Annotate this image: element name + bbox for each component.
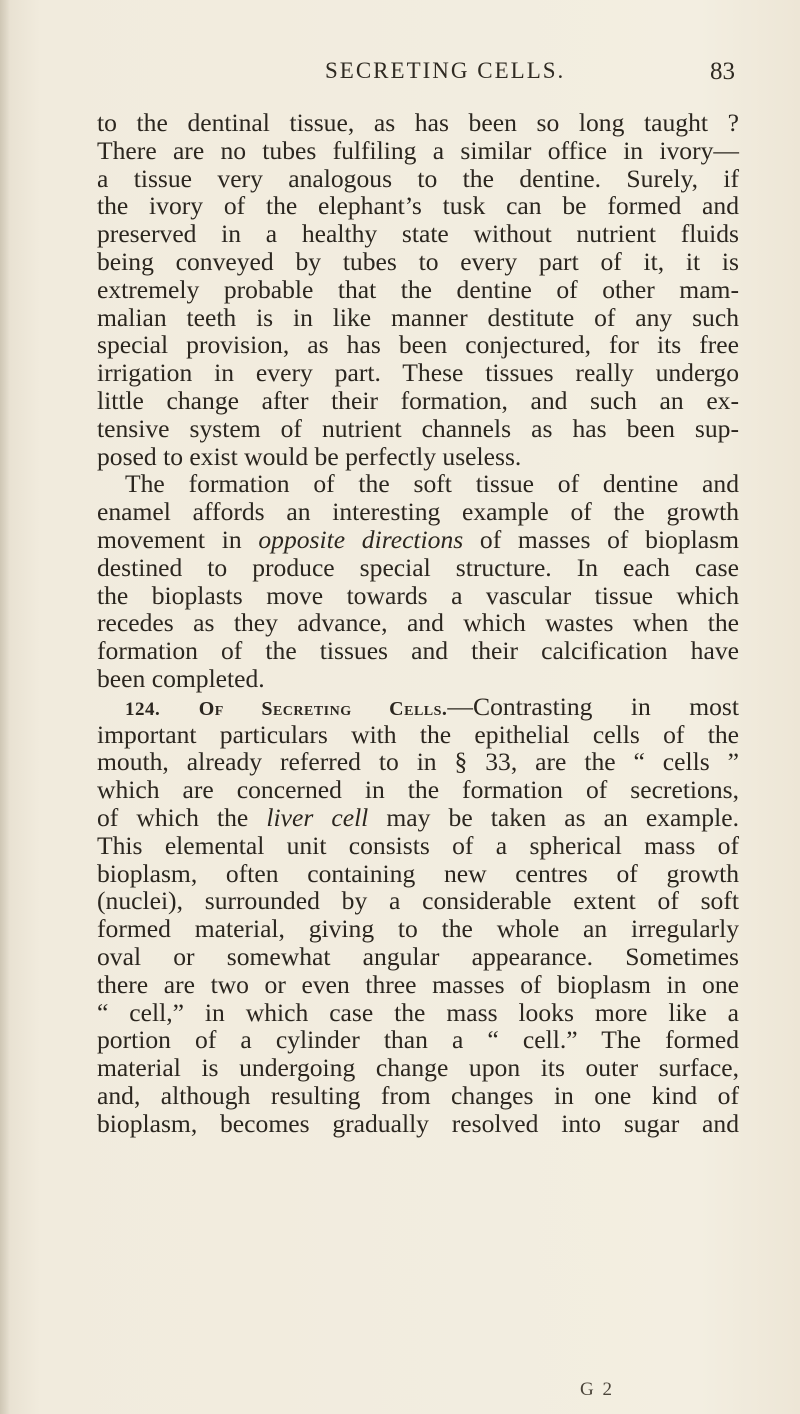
- text-line-with-italic: [97, 526, 739, 554]
- text-line: and, although resulting from changes in one kind of: [97, 1080, 739, 1110]
- text-line: enamel affords an interesting example of the growth: [97, 497, 739, 527]
- section-number: 124.: [125, 698, 161, 720]
- text-line: portion of a cylinder than a “ cell.” The formed: [97, 1025, 739, 1055]
- text-line: which are concerned in the formation of secretions,: [97, 775, 739, 805]
- text-line: been completed.: [97, 663, 265, 693]
- text-line: the bioplasts move towards a vascular tissue which: [97, 580, 739, 610]
- running-title: SECRETING CELLS.: [325, 58, 566, 83]
- text-line: posed to exist would be perfectly useless.: [97, 441, 522, 471]
- text-fragment: of which the: [97, 802, 249, 832]
- text-line: the ivory of the elephant’s tusk can be formed and: [97, 191, 739, 221]
- italic-phrase: opposite directions: [258, 524, 464, 554]
- text-fragment: may be taken as an example.: [386, 802, 739, 832]
- gutter-shadow: [0, 0, 10, 1414]
- text-line: being conveyed by tubes to every part of it, it is: [97, 246, 739, 276]
- text-fragment: movement in: [97, 524, 242, 554]
- text-line: to the dentinal tissue, as has been so long taught ?: [97, 108, 739, 137]
- text-line: little change after their formation, and such an ex-: [97, 385, 739, 415]
- text-line: bioplasm, often containing new centres of growth: [97, 858, 739, 888]
- running-head: [97, 58, 735, 92]
- text-line: bioplasm, becomes gradually resolved into sugar and: [97, 1108, 739, 1138]
- text-line: oval or somewhat angular appearance. Sometimes: [97, 941, 739, 971]
- text-line: The formation of the soft tissue of dentine and: [125, 469, 739, 499]
- page-number: 83: [710, 58, 735, 85]
- text-line: material is undergoing change upon its outer surface,: [97, 1053, 739, 1083]
- italic-phrase: liver cell: [266, 802, 369, 832]
- text-line: “ cell,” in which case the mass looks more like a: [97, 997, 739, 1027]
- text-line: This elemental unit consists of a spherical mass of: [97, 830, 739, 860]
- section-heading-line: [97, 693, 739, 721]
- text-line: malian teeth is in like manner destitute of any such: [97, 302, 739, 332]
- text-line: tensive system of nutrient channels as has been sup-: [97, 413, 739, 443]
- text-fragment: of masses of bioplasm: [479, 524, 739, 554]
- text-line: there are two or even three masses of bioplasm in one: [97, 969, 739, 999]
- text-line: irrigation in every part. These tissues really undergo: [97, 358, 739, 388]
- signature-mark: G 2: [580, 1379, 614, 1400]
- text-line: formed material, giving to the whole an irregularly: [97, 914, 739, 944]
- body-text: [97, 109, 739, 1137]
- text-line: formation of the tissues and their calcification have: [97, 636, 739, 666]
- text-line: (nuclei), surrounded by a considerable extent of soft: [97, 886, 739, 916]
- text-fragment: —Contrasting in most: [447, 691, 739, 721]
- text-line: special provision, as has been conjectured, for its free: [97, 330, 739, 360]
- text-line: There are no tubes fulfiling a similar office in ivory—: [97, 135, 739, 165]
- text-line-with-italic: [97, 804, 739, 832]
- text-line: a tissue very analogous to the dentine. Surely, if: [97, 163, 739, 193]
- text-line: preserved in a healthy state without nutrient fluids: [97, 219, 739, 249]
- text-line: destined to produce special structure. In each case: [97, 552, 739, 582]
- text-line: extremely probable that the dentine of other mam-: [97, 274, 739, 304]
- text-line: mouth, already referred to in § 33, are the “ cells ”: [97, 747, 739, 777]
- section-title: Of Secreting Cells.: [198, 697, 448, 720]
- text-line: important particulars with the epithelial cells of the: [97, 719, 739, 749]
- text-line: recedes as they advance, and which wastes when the: [97, 608, 739, 638]
